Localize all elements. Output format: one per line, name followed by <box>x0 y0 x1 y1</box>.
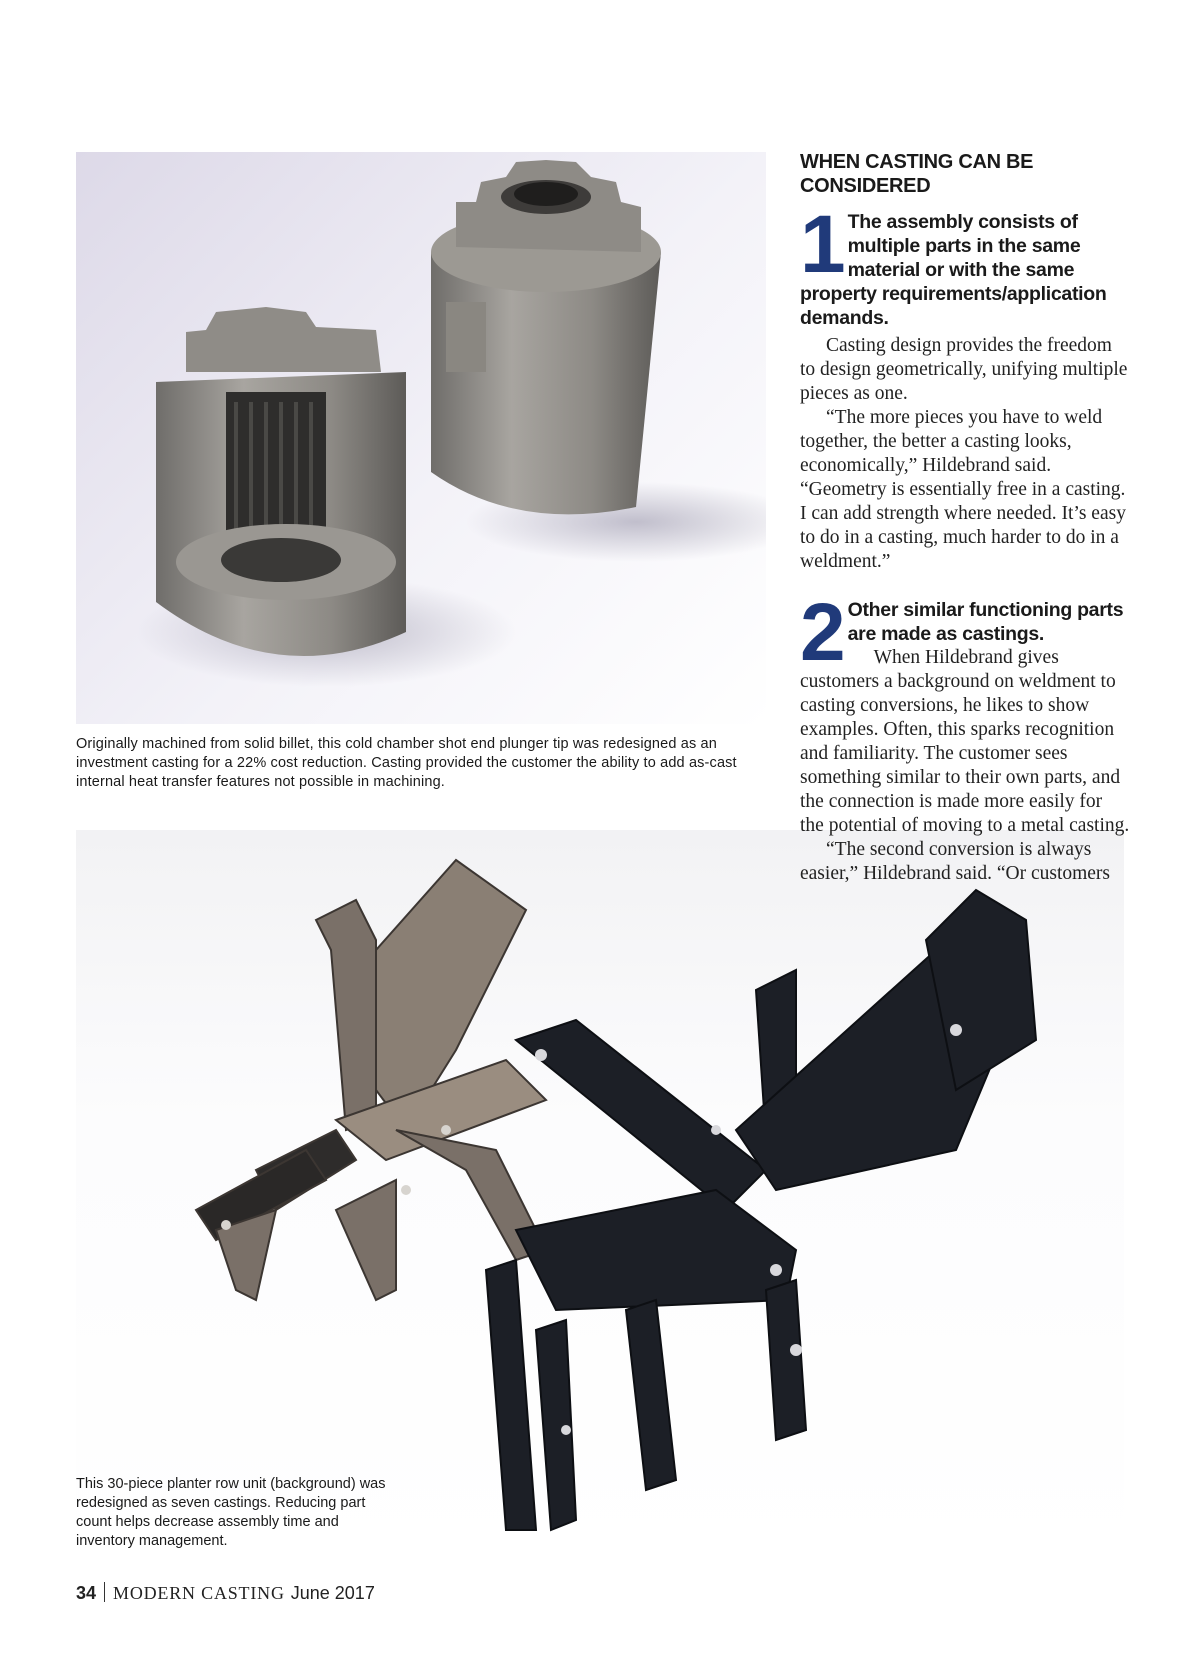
photo2-caption: This 30-piece planter row unit (background) was redesigned as seven castings. Reducing part count helps decrease assembly time and inventory management. <box>76 1476 386 1549</box>
planter-row-unit-photo <box>76 830 1124 1558</box>
issue-date: June 2017 <box>290 1583 375 1603</box>
page-number: 34 <box>76 1583 97 1603</box>
article-column <box>800 150 1130 886</box>
criterion-title: The assembly consists of multiple parts in the same material or with the same property requirements/application demands. <box>800 211 1107 329</box>
body-paragraph: When Hildebrand gives customers a background on weldment to casting conversions, he likes to show examples. Often, this sparks recognition and familiarity. The customer sees something similar to their own parts, and the connection is made more easily for the potential of moving to a metal casting. <box>800 647 1130 836</box>
plunger-tip-photo <box>76 152 766 724</box>
criterion-2 <box>800 587 1130 886</box>
criterion-number: 1 <box>800 199 842 290</box>
body-paragraph: Casting design provides the freedom to design geometrically, unifying multiple pieces as one. <box>800 335 1128 404</box>
body-paragraph: “The second conversion is always easier,” Hildebrand said. “Or customers <box>800 839 1111 884</box>
photo1-caption: Originally machined from solid billet, this cold chamber shot end plunger tip was redesigned as an investment casting for a 22% cost reduction. Casting provided the customer the ability to add as-cast internal heat transfer features not possible in machining. <box>76 736 737 790</box>
criterion-number: 2 <box>800 587 842 678</box>
footer-divider <box>104 1582 105 1602</box>
page-footer <box>76 1582 375 1604</box>
criterion-title: Other similar functioning parts are made as castings. <box>847 599 1124 645</box>
body-paragraph: “The more pieces you have to weld together, the better a casting looks, economically,” Hildebrand said. “Geometry is essentially free in a casting. I can add strength where needed. It’s easy to do in a casting, much harder to do in a weldment.” <box>800 407 1126 572</box>
magazine-name: MODERN CASTING <box>113 1583 285 1603</box>
criterion-1 <box>800 199 1130 574</box>
section-heading: WHEN CASTING CAN BE CONSIDERED <box>800 151 1034 197</box>
